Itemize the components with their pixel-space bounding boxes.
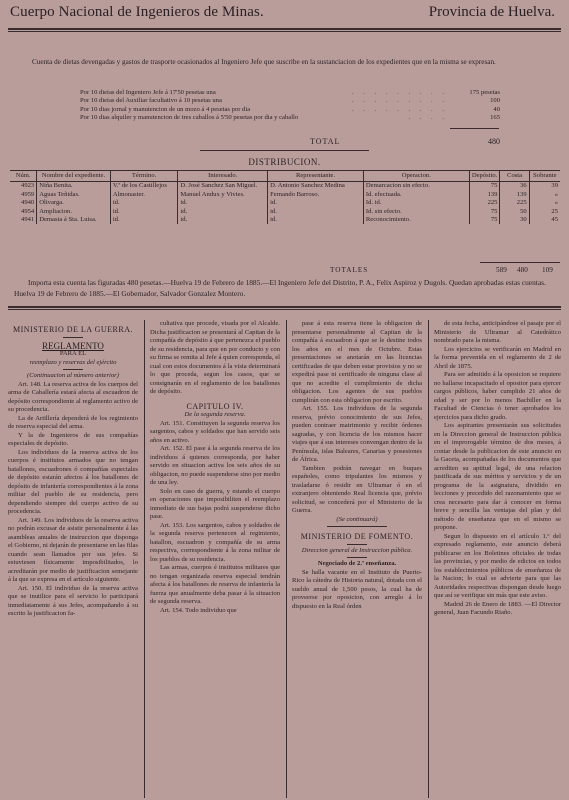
paragraph: Art. 153. Los sargentos, cabos y soldados de la segunda reserva pertenecen al regimiento, batallon, escuadron y compañía de su arma respectiva, correspondiente á la zona militar de los pueblos de su residencia. (150, 521, 280, 563)
table-row (10, 216, 560, 224)
column-separator (144, 320, 145, 798)
cell-representante: id. (268, 216, 364, 224)
totals-rule (480, 262, 560, 263)
table-row (10, 182, 560, 191)
total-label: TOTAL (310, 137, 341, 146)
cell-costa: 139 (500, 191, 529, 199)
paragraph: pase á esta reserva tiene la obligacion de presentarse personalmente al Capitan de la compañía á escuadron á que se le destine todos los años en el mes de Octubre. Estas presentaciones se anotarán en las licencias certificadas de que deben estar provistos y no se expedirá pase ni certificado de ninguna clase al que no acredite el cumplimiento de dicha obligacion. Los agentes de sus pueblos cumplirán con esta obligacion por escrito. (292, 320, 422, 404)
cell-operacion: Id. sin efecto. (363, 208, 469, 216)
paragraph: Las armas, cuerpos é institutos militares que no tengan organizada reserva especial tendrán afecta á los batallones de reserva de infantería la fuerza que anualmente deba pasar á la situacion de segunda reserva. (150, 564, 280, 605)
cell-costa: 225 (500, 199, 529, 207)
column-1 (8, 320, 138, 798)
totals-deposito: 589 (496, 266, 507, 274)
cell-operacion: Id. id. (363, 199, 469, 207)
cost-row: . . . . . . . . . Por 10 dietas del Ingeniero Jefe á 17'50 pesetas una 175 pesetas (80, 89, 500, 96)
cost-label: Por 10 dietas del Ingeniero Jefe á 17'50 pesetas una (80, 89, 216, 96)
distribution-title: DISTRIBUCION. (248, 157, 321, 167)
cell-termino: Almonaster. (110, 191, 178, 199)
cell-sobrante: 45 (529, 216, 560, 224)
chapter-subtitle: De la segunda reserva. (184, 411, 246, 418)
cell-num: 4941 (21, 216, 35, 224)
table-row (10, 208, 560, 216)
paragraph: de esta fecha, anticipándose el pasaje por el Ministerio de Ultramar al Catedrático nombrado para la misma. (434, 320, 561, 344)
paragraph: Y la de Ingenieros de sus compañías especiales de depósito. (8, 431, 138, 447)
cost-amount: 40 (493, 105, 500, 113)
cost-label: Por 10 dietas del Auxiliar facultativo á 10 pesetas una (80, 97, 222, 105)
cell-termino: V.ª de los Castillejos (110, 182, 178, 191)
paragraph: cultativa que procede, visada por el Alcalde. Dicha justificacion se presentará al Capitan de la compañía de depósito á que pertenezca el pueblo de su residencia, para que en por conducto y con su firma se remita al Jefe á quien corresponda, el cual con estos documentos á la vista determinará lo que proceda, segun los casos, que se consignarán en el reglamento de los batallones de depósito. (150, 320, 280, 395)
cell-operacion: Reconocimiento. (363, 216, 469, 224)
cell-deposito: 139 (469, 191, 500, 199)
cost-amount: 100 (490, 97, 500, 105)
cell-representante: Fernando Barroso. (268, 191, 364, 199)
cell-sobrante: » (529, 191, 560, 199)
cell-deposito: 225 (469, 199, 500, 207)
cell-sobrante: 39 (529, 182, 560, 191)
cost-row: . . . . . . . . . Por 10 dias jornal y manutencion de un mozo á 4 pesetas por dia 40 (80, 105, 500, 113)
approval-text: Importa esta cuenta las figuradas 480 pesetas.—Huelva 19 de Febrero de 1885.—El Ingeniero Jefe del Distrito, P. A., Felix Aspiroz y Dugols. Quedan aprobadas estas cuentas. Huelva 19 de Febrero de 1885.—El Gobernador, Salvador Gonzalez Montero. (14, 278, 546, 298)
section-rule (200, 150, 369, 151)
paragraph: Los aspirantes presentarán sus solicitudes en la Direccion general de Instruccion pública en el improrogable término de dos meses, á contar desde la publicacion de este anuncio en la Gaceta, acompañadas de los documentos que acrediten su aptitud legal, de una relacion justificada de sus méritos y servicios y de un programa de la asignatura, dividido en lecciones y precedido del razonamiento que se crea necesario para dar á conocer en forma breve y sencilla las ventajas del plan y del método de enseñanza que en el mismo se propone. (434, 422, 561, 531)
cost-list (80, 89, 500, 123)
cell-name: Ampliacion. (37, 208, 111, 216)
cell-sobrante: 25 (529, 208, 560, 216)
cost-label: Por 10 dias jornal y manutencion de un mozo á 4 pesetas por dia (80, 105, 251, 113)
paragraph: Solo en caso de guerra, y estando el cuerpo en operaciones que imposibiliten el reemplazo inmediato de sus bajas podrá suspenderse dicho pase. (150, 487, 280, 520)
col-header-sobrante: Sobrante (529, 171, 560, 182)
paragraph: Art. 150. El individuo de la reserva activa que se inutilice para el servicio lo participará inmediatamente á sus Jefes, acompañando á su escrito la justificacion fa- (8, 584, 138, 617)
cell-name: Olivarga. (37, 199, 111, 207)
reglamento-title: REGLAMENTO (42, 340, 104, 351)
cell-deposito: 75 (469, 216, 500, 224)
cell-operacion: Id. efectuada. (363, 191, 469, 199)
header-title: Cuerpo Nacional de Ingenieros de Minas. (10, 4, 264, 20)
col-header-name: Nombre del expediente. (37, 171, 111, 182)
cost-amount: 175 pesetas (469, 89, 500, 96)
column-separator (286, 320, 287, 798)
col-header-termino: Término. (110, 171, 178, 182)
cell-num: 4954 (21, 207, 35, 215)
cell-costa: 30 (500, 216, 529, 224)
cell-deposito: 75 (469, 208, 500, 216)
col-header-operacion: Operacion. (363, 171, 469, 182)
cell-name: Demasia á Sta. Luisa. (37, 216, 111, 224)
column-separator (428, 320, 429, 798)
cell-representante: id. (268, 199, 364, 207)
paragraph: Art. 149. Los individuos de la reserva activa no podrán excusar de asistir personalmente á las asambleas anuales de instruccion que disponga el Gobierno, ni dejarán de presentarse en las filas cuando sean llamados por sus jefes. Si estuviesen físicamente imposibilitados, lo acreditarán por medio de justificacion semejante á la que se expresa en el artículo siguiente. (8, 516, 138, 583)
paragraph: Art. 152. El pase á la segunda reserva de los individuos á quienes corresponda, por haber servido en situacion activa los seis años de su obligacion, no puede suspenderse sino por medio de una ley. (150, 445, 280, 486)
reglamento-para: PARA EL (59, 350, 87, 357)
paragraph: La de Artillería dependerá de los regimiento de reserva especial del arma. (8, 414, 138, 430)
total-amount: 480 (488, 137, 500, 146)
distribution-table (10, 170, 560, 224)
cell-num: 4940 (21, 199, 35, 207)
account-intro: Cuenta de dietas devengadas y gastos de trasporte ocasionados al Ingeniero Jefe que suscribe en la sustanciacion de los expedientes que en la misma se expresan. (32, 58, 496, 66)
cell-termino: id. (110, 216, 178, 224)
col-header-representante: Representante. (268, 171, 364, 182)
page-header (10, 4, 559, 24)
cost-label: Por 10 dias alquiler y manutencion de tres caballos á 5'50 pesetas por dia y caballo (80, 114, 299, 122)
cost-row: . . . . Por 10 dias alquiler y manutencion de tres caballos á 5'50 pesetas por dia y caballo 165 (80, 114, 500, 122)
cell-interesado: id. (178, 216, 268, 224)
cell-sobrante: » (529, 199, 560, 207)
table-row (10, 191, 560, 199)
table-row (10, 199, 560, 207)
cell-termino: id. (110, 199, 178, 207)
totals-costa: 480 (517, 266, 528, 274)
paragraph: Art. 154. Todo individuo que (160, 606, 237, 614)
cell-costa: 50 (500, 208, 529, 216)
col-header-deposito: Depósito. (469, 171, 500, 182)
cell-interesado: Manuel Andux y Vivies. (178, 191, 268, 199)
cell-name: Aguas Teñidas. (37, 191, 111, 199)
cell-deposito: 75 (469, 182, 500, 191)
negociado-heading: Negociado de 2.ª enseñanza. (317, 560, 397, 567)
continuation-note: (Se continuará) (336, 515, 378, 523)
paragraph: Art. 148. La reserva activa de los cuerpos del arma de Caballería estará afecta al escuadron de depósito correspondiente al reglamento activo de su procedencia. (8, 380, 138, 413)
cell-representante: D. Antonio Sanchez Medina (268, 182, 364, 191)
paragraph: Art. 151. Constituyen la segunda reserva los sargentos, cabos y soldados que han servido seis años en activo. (150, 419, 280, 444)
cell-interesado: id. (178, 208, 268, 216)
article-columns (8, 320, 561, 798)
paragraph: Los individuos de la reserva activa de los cuerpos é institutos armados que no tengan batallones, escuadrones ó compañías especiales de depósito estarán afectos á los batallones de depósito de infantería correspondientes á la zona militar del pueblo de su residencia, pero dependiendo siempre del cuerpo activo de su procedencia. (8, 448, 138, 515)
paragraph: Segun lo dispuesto en el artículo 1.º del expresado reglamento, este anuncio deberá publicarse en los Boletines oficiales de todas las provincias, y por medio de edictos en todos los establecimientos públicos de enseñanza de la Nacion; lo cual se advierte para que las Autoridades respectivas dispongan desde luego que así se verifique sin más que este aviso. (434, 532, 561, 599)
header-rule (8, 28, 561, 30)
paragraph: Madrid 26 de Enero de 1883. —El Director general, Juan Facundo Riaño. (434, 600, 561, 616)
continuation-note: (Continuacion al número anterior) (27, 372, 119, 379)
paragraph: Tambien podrán navegar en buques españoles, como tripulantes los mismos y trasladarse ó residir en Ultramar ó en el extranjero obteniendo Real licencia que, prévio solicitud, se concederá por el Ministerio de la Guerra. (292, 464, 422, 514)
cell-interesado: D. José Sanchez San Miguel. (178, 182, 268, 191)
paragraph: Se halla vacante en el Instituto de Puerto-Rico la cátedra de Historia natural, dotada con el sueldo anual de 1,500 pesos, la cual ha de proveerse por oposicion, con arreglo á lo dispuesto en la Real órden (292, 568, 422, 610)
cost-amount: 165 (490, 114, 500, 122)
column-2 (150, 320, 280, 798)
cell-name: Niña Benita. (37, 182, 111, 191)
paragraph: Art. 155. Los individuos de la segunda reserva, prévio conocimiento de sus Jefes, pueden contraer matrimonio y recibir órdenes sagradas, y con licencia de los mismos hacer viajes que á sus intereses convengan dentro de la Península, islas Baleares, Canarias y posesiones de África. (292, 405, 422, 463)
totals-label: TOTALES (330, 266, 369, 274)
column-4 (434, 320, 561, 798)
paragraph: Para ser admitido á la oposicion se requiere no hallarse incapacitado el opositor para ejercer cargos públicos, haber cumplido 21 años de edad y ser por lo menos Bachiller en la Facultad de Ciencias ó tener aprobados los ejercicios para dicho grado. (434, 371, 561, 421)
subtotal-rule (450, 128, 499, 129)
header-province: Provincia de Huelva. (428, 4, 555, 20)
section-divider-thin (8, 309, 561, 310)
cell-num: 4959 (21, 190, 35, 198)
cell-representante: id. (268, 208, 364, 216)
direccion-heading: Direccion general de Instruccion pública. (301, 546, 413, 554)
section-divider (8, 306, 561, 308)
totals-sobrante: 109 (542, 266, 553, 274)
col-header-num: Núm. (10, 171, 37, 182)
column-3 (292, 320, 422, 798)
col-header-costa: Costa (500, 171, 529, 182)
cell-termino: id. (110, 208, 178, 216)
cell-costa: 36 (500, 182, 529, 191)
ministry-heading: MINISTERIO DE FOMENTO. (300, 532, 414, 541)
cost-row: . . . . . . . . . Por 10 dietas del Auxiliar facultativo á 10 pesetas una 100 (80, 97, 500, 105)
table-header-row (10, 171, 560, 182)
ministry-heading: MINISTERIO DE LA GUERRA. (13, 325, 133, 334)
paragraph: Los ejercicios se verificarán en Madrid en la forma prevenida en el reglamento de 2 de Abril de 1875. (434, 345, 561, 370)
col-header-interesado: Interesado. (178, 171, 268, 182)
cell-num: 4923 (21, 182, 35, 190)
cell-interesado: id. (178, 199, 268, 207)
reglamento-subtitle: reemplazo y reservas del ejército (29, 358, 117, 366)
cell-operacion: Demarcacion sin efecto. (363, 182, 469, 191)
header-rule-thin (8, 31, 561, 32)
chapter-heading: CAPITULO IV. (186, 401, 244, 411)
